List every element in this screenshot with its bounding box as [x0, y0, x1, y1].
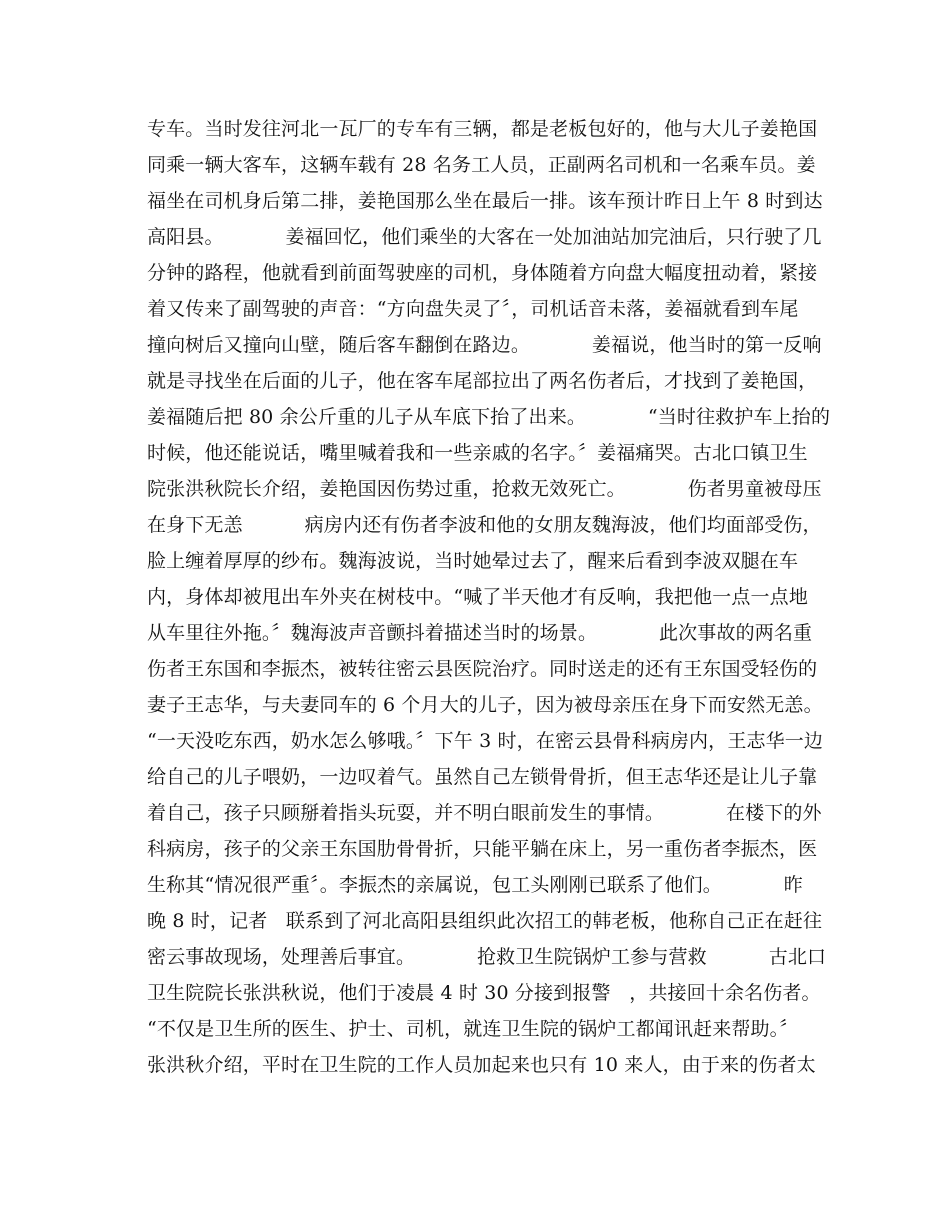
text-line: 着又传来了副驾驶的声音：“方向盘失灵了〞，司机话音未落，姜福就看到车尾	[147, 298, 799, 320]
text-line: 院张洪秋院长介绍，姜艳国因伤势过重，抢救无效死亡。 伤者男童被母压	[147, 478, 822, 500]
text-line: 密云事故现场，处理善后事宜。 抢救卫生院锅炉工参与营救 古北口	[147, 946, 827, 968]
text-line: 科病房，孩子的父亲王东国肋骨骨折，只能平躺在床上，另一重伤者李振杰，医	[147, 838, 818, 860]
text-line: 就是寻找坐在后面的儿子，他在客车尾部拉出了两名伤者后，才找到了姜艳国，	[147, 370, 818, 392]
text-line: 撞向树后又撞向山壁，随后客车翻倒在路边。 姜福说，他当时的第一反响	[147, 334, 822, 356]
text-line: 福坐在司机身后第二排，姜艳国那么坐在最后一排。该车预计昨日上午 8 时到达	[147, 190, 823, 212]
text-line: 姜福随后把 80 余公斤重的儿子从车底下抬了出来。 “当时往救护车上抬的	[147, 406, 831, 428]
text-line: 张洪秋介绍，平时在卫生院的工作人员加起来也只有 10 来人，由于来的伤者太	[147, 1054, 816, 1076]
text-line: 给自己的儿子喂奶，一边叹着气。虽然自己左锁骨骨折，但王志华还是让儿子靠	[147, 766, 818, 788]
text-line: 在身下无恙 病房内还有伤者李波和他的女朋友魏海波，他们均面部受伤，	[147, 514, 822, 536]
text-line: 内，身体却被甩出车外夹在树枝中。“喊了半天他才有反响，我把他一点一点地	[147, 586, 808, 608]
text-line: 着自己，孩子只顾掰着指头玩耍，并不明白眼前发生的事情。 在楼下的外	[147, 802, 822, 824]
text-line: 高阳县。 姜福回忆，他们乘坐的大客在一处加油站加完油后，只行驶了几	[147, 226, 822, 248]
text-line: 伤者王东国和李振杰，被转往密云县医院治疗。同时送走的还有王东国受轻伤的	[147, 658, 818, 680]
text-line: 同乘一辆大客车，这辆车载有 28 名务工人员，正副两名司机和一名乘车员。姜	[147, 154, 816, 176]
text-line: “不仅是卫生所的医生、护士、司机，就连卫生院的锅炉工都闻讯赶来帮助。〞	[147, 1018, 799, 1040]
text-line: 妻子王志华，与夫妻同车的 6 个月大的儿子，因为被母亲压在身下而安然无恙。	[147, 694, 823, 716]
text-line: 生称其“情况很严重〞。李振杰的亲属说，包工头刚刚已联系了他们。 昨	[147, 874, 803, 896]
text-line: 分钟的路程，他就看到前面驾驶座的司机，身体随着方向盘大幅度扭动着，紧接	[147, 262, 818, 284]
text-line: 脸上缠着厚厚的纱布。魏海波说，当时她晕过去了，醒来后看到李波双腿在车	[147, 550, 799, 572]
text-line: 时候，他还能说话，嘴里喊着我和一些亲戚的名字。〞姜福痛哭。古北口镇卫生	[147, 442, 808, 464]
text-line: “一天没吃东西，奶水怎么够哦。〞下午 3 时，在密云县骨科病房内，王志华一边	[147, 730, 824, 752]
text-line: 晚 8 时，记者 联系到了河北高阳县组织此次招工的韩老板，他称自己正在赶往	[147, 910, 823, 932]
text-line: 卫生院院长张洪秋说，他们于凌晨 4 时 30 分接到报警 ，共接回十余名伤者。	[147, 982, 821, 1004]
text-line: 从车里往外拖。〞魏海波声音颤抖着描述当时的场景。 此次事故的两名重	[147, 622, 813, 644]
text-line: 专车。当时发往河北一瓦厂的专车有三辆，都是老板包好的，他与大儿子姜艳国	[147, 118, 818, 140]
